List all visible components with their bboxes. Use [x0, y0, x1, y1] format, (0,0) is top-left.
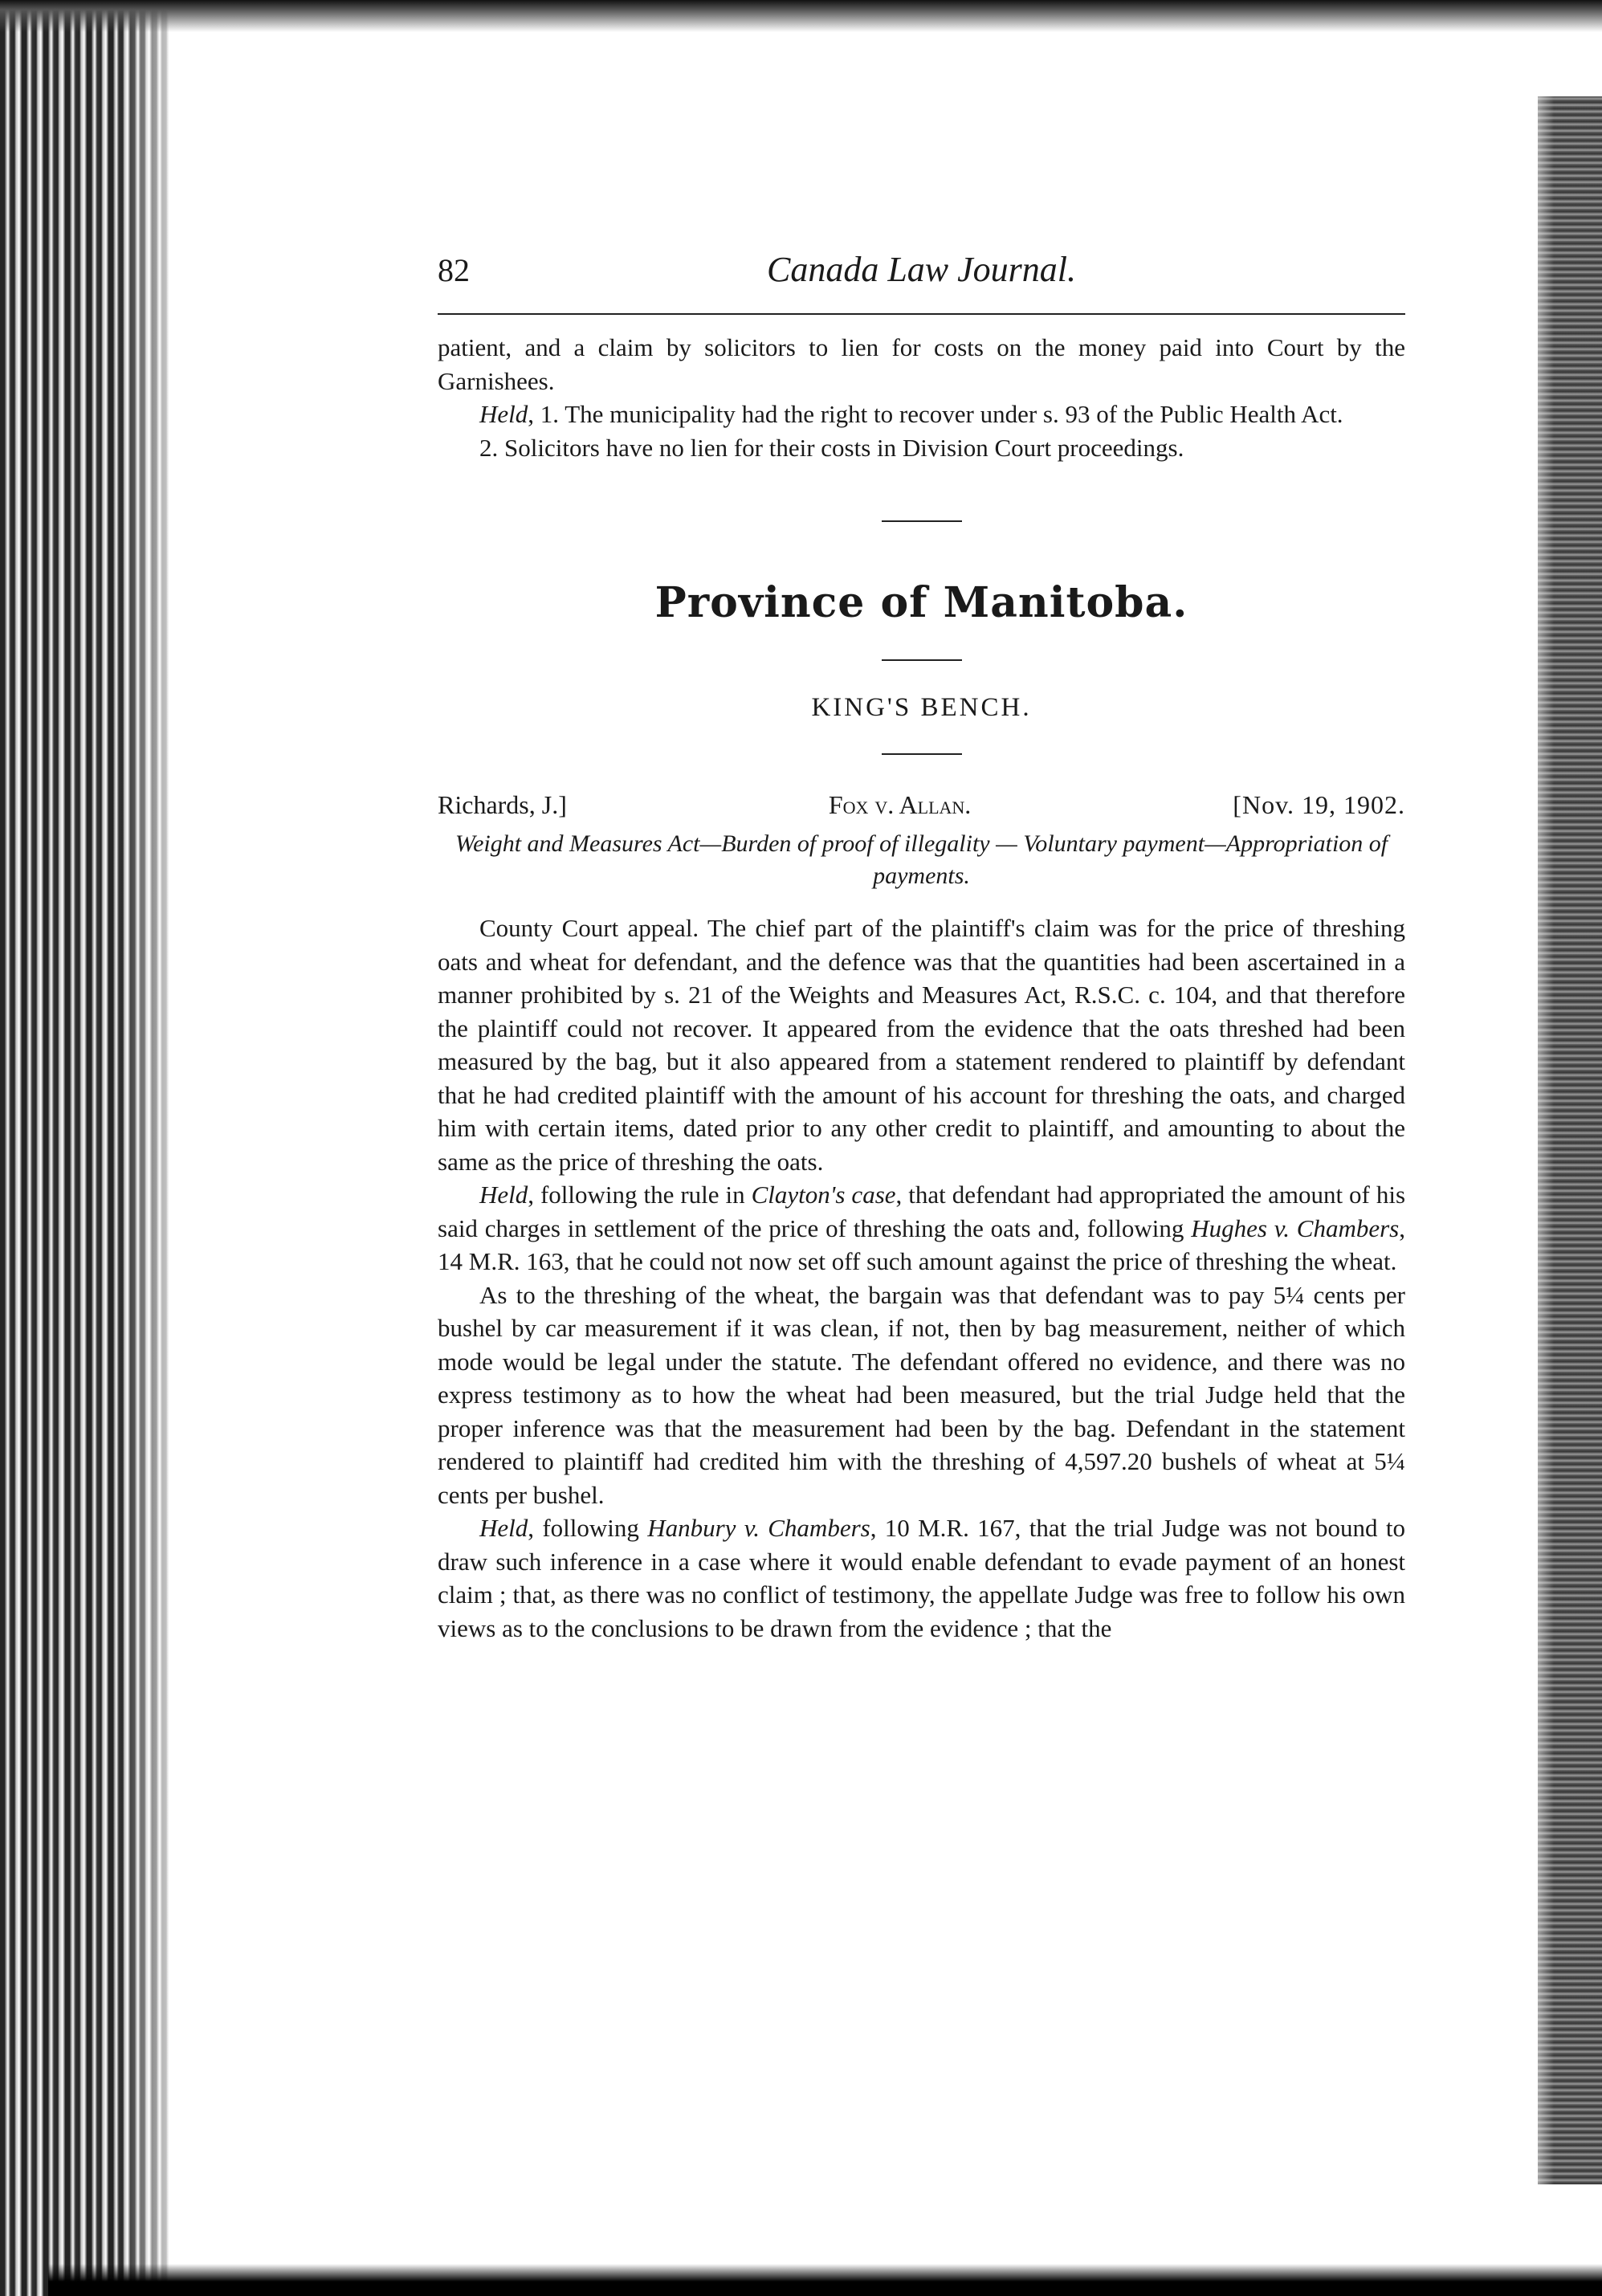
body-paragraph-2 — [438, 1178, 1405, 1279]
body-paragraph-4 — [438, 1511, 1405, 1645]
case-name: Fox v. Allan. — [828, 790, 972, 819]
body-text: , 14 M.R. 163, that he could not now set off such amount against the price of threshing the wheat. — [438, 1213, 1405, 1275]
judge-name: Richards, J.] — [438, 790, 567, 819]
page-content — [438, 249, 1405, 1645]
heading-divider — [882, 659, 962, 661]
court-divider — [882, 753, 962, 755]
court-heading: KING'S BENCH. — [811, 693, 1032, 722]
body-text: , 10 M.R. 167, that the trial Judge was not bound to draw such inference in a case where it would enable defendant to evade payment of an honest claim ; that, as there was no conflict of testimony, the appellate Judge was free to follow his own views as to the conclusions to be drawn from the evidence ; that the — [438, 1514, 1405, 1642]
case-date: [Nov. 19, 1902. — [1233, 790, 1405, 819]
case-line — [438, 790, 1405, 820]
body-paragraph-1: County Court appeal. The chief part of the plaintiff's claim was for the price of threshing oats and wheat for defendant, and the defence was that the quantities had been ascertained in a manner prohibited by s. 21 of the Weights and Measures Act, R.S.C. c. 104, and that therefore the plaintiff could not recover. It appeared from the evidence that the oats threshed had been measured by the bag, but it also appeared from a statement rendered to plaintiff by defendant that he had credited plaintiff with the amount of his account for threshing the oats, and charged him with certain items, dated prior to any other credit to plaintiff, and amounting to about the same as the price of threshing the oats. — [438, 914, 1405, 1176]
province-heading: Province of Manitoba. — [654, 578, 1188, 627]
journal-title: Canada Law Journal. — [766, 250, 1077, 289]
case-citation: Hughes v. Chambers — [1191, 1213, 1400, 1242]
held-label-3: Held — [479, 1514, 528, 1542]
case-citation: Clayton's case — [751, 1181, 896, 1209]
section-divider — [882, 520, 962, 522]
case-headnote: Weight and Measures Act—Burden of proof of illegality — Voluntary payment—Appropriation of payments. — [455, 830, 1388, 889]
body-text: , following — [528, 1514, 648, 1542]
page-edge-bottom — [48, 2264, 1602, 2296]
held-text: , 1. The municipality had the right to recover under s. 93 of the Public Health Act. — [528, 400, 1343, 428]
held-label: Held — [479, 400, 528, 428]
body-paragraph-3: As to the threshing of the wheat, the bargain was that defendant was to pay 5¼ cents per bushel by car measurement if it was clean, if not, then by bag measurement, neither of which mode would be legal under the statute. The defendant offered no evidence, and there was no express testimony as to how the wheat had been measured, but the trial Judge held that the proper inference was that the measurement had been by the bag. Defendant in the statement rendered to plaintiff had credited him with the threshing of 4,597.20 bushels of wheat at 5¼ cents per bushel. — [438, 1280, 1405, 1509]
page-edge-right-fade — [1522, 96, 1554, 2184]
case-citation: Hanbury v. Chambers — [647, 1514, 870, 1542]
header-rule — [438, 313, 1405, 315]
solicitors-paragraph: 2. Solicitors have no lien for their costs in Division Court proceedings. — [479, 433, 1184, 462]
held-paragraph — [438, 398, 1405, 431]
binding-edge-fade — [120, 0, 185, 2296]
body-text: , that defendant had appropriated the amount of his said charges in settlement of the price of threshing the oats and, following — [438, 1181, 1406, 1242]
page-edge-top — [0, 0, 1602, 32]
held-label-2: Held — [479, 1181, 528, 1209]
page-number: 82 — [438, 252, 470, 288]
body-text: , following the rule in — [528, 1181, 752, 1209]
running-head — [438, 249, 1405, 305]
carryover-paragraph: patient, and a claim by solicitors to lien for costs on the money paid into Court by the Garnishees. — [438, 333, 1405, 395]
